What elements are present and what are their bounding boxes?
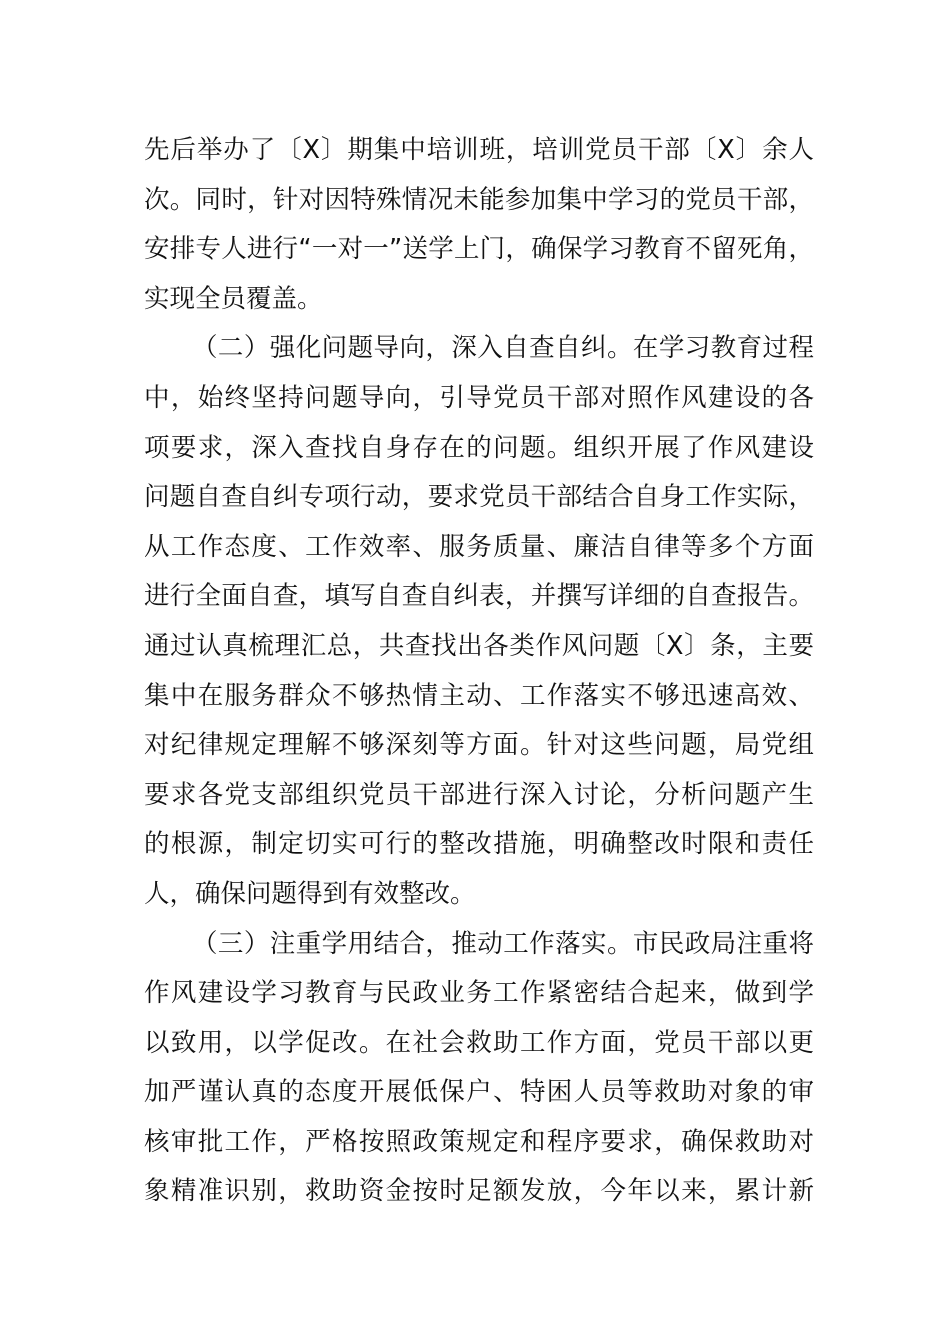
body-text <box>144 126 814 1217</box>
text-line: 以致用，以学促改。在社会救助工作方面，党员干部以更 <box>144 1027 814 1058</box>
text-line: 加严谨认真的态度开展低保户、特困人员等救助对象的审 <box>144 1077 814 1108</box>
text-line: 象精准识别，救助资金按时足额发放，今年以来，累计新 <box>144 1176 814 1207</box>
text-line: 的根源，制定切实可行的整改措施，明确整改时限和责任 <box>144 829 814 860</box>
text-line: 对纪律规定理解不够深刻等方面。针对这些问题，局党组 <box>144 730 814 761</box>
text-line: 进行全面自查，填写自查自纠表，并撰写详细的自查报告。 <box>144 581 814 612</box>
text-line: 从工作态度、工作效率、服务质量、廉洁自律等多个方面 <box>144 531 814 562</box>
section-heading-line: （三）注重学用结合，推动工作落实。市民政局注重将 <box>192 928 814 959</box>
text-line: 实现全员覆盖。 <box>144 283 323 314</box>
text-line: 人，确保问题得到有效整改。 <box>144 878 476 909</box>
text-line: 问题自查自纠专项行动，要求党员干部结合自身工作实际， <box>144 482 814 513</box>
text-line: 通过认真梳理汇总，共查找出各类作风问题〔X〕条，主要 <box>144 630 814 661</box>
text-line: 先后举办了〔X〕期集中培训班，培训党员干部〔X〕余人 <box>144 135 814 165</box>
section-heading-line: （二）强化问题导向，深入自查自纠。在学习教育过程 <box>192 333 814 364</box>
text-line: 中，始终坚持问题导向，引导党员干部对照作风建设的各 <box>144 382 814 413</box>
text-line: 作风建设学习教育与民政业务工作紧密结合起来，做到学 <box>144 978 814 1009</box>
text-line: 核审批工作，严格按照政策规定和程序要求，确保救助对 <box>144 1126 814 1157</box>
text-line: 集中在服务群众不够热情主动、工作落实不够迅速高效、 <box>144 680 814 711</box>
text-line: 项要求，深入查找自身存在的问题。组织开展了作风建设 <box>144 432 814 463</box>
text-line: 安排专人进行“一对一”送学上门，确保学习教育不留死角， <box>144 234 814 265</box>
text-line: 要求各党支部组织党员干部进行深入讨论，分析问题产生 <box>144 779 814 810</box>
text-line: 次。同时，针对因特殊情况未能参加集中学习的党员干部， <box>144 184 814 215</box>
